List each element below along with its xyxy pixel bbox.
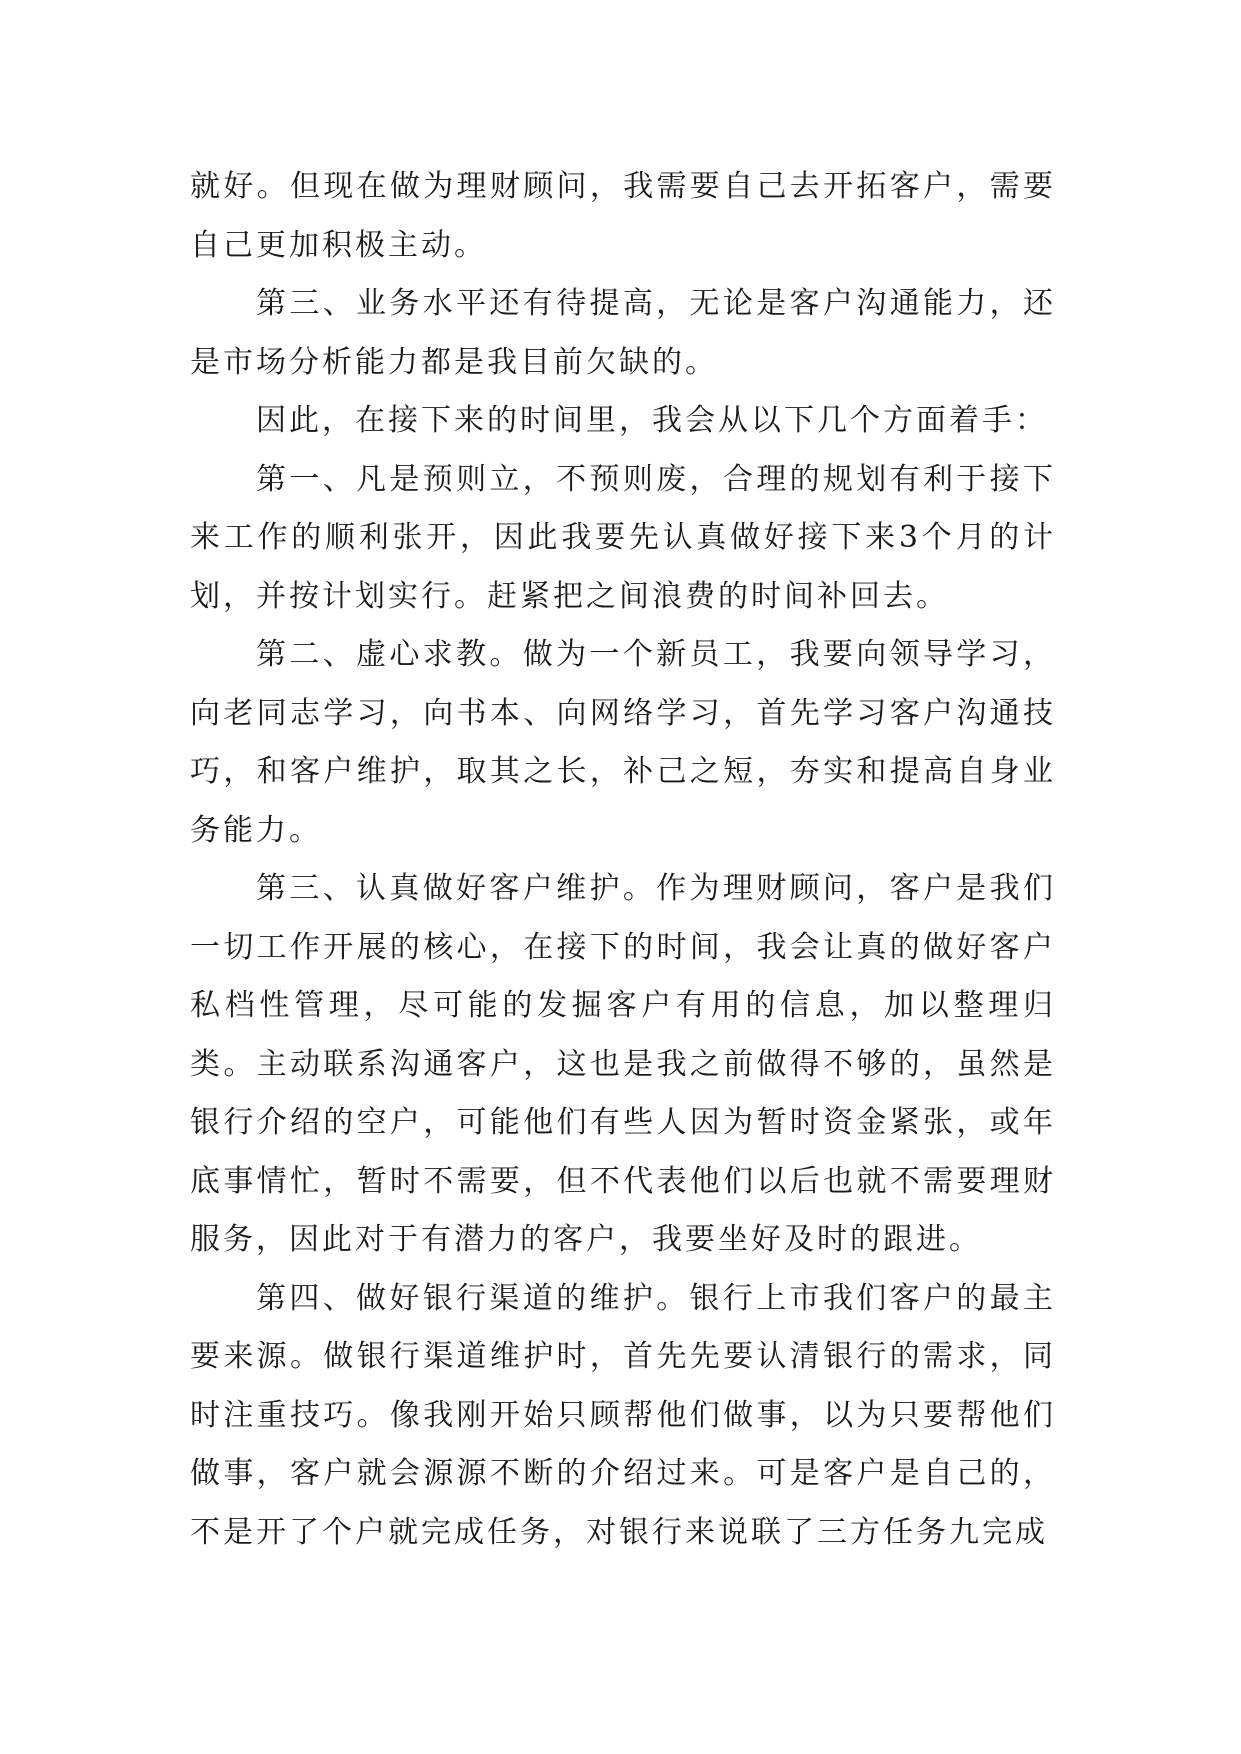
paragraph-plan-second: 第二、虚心求教。做为一个新员工，我要向领导学习，向老同志学习，向书本、向网络学习，首先学习客户沟通技巧，和客户维护，取其之长，补己之短，夯实和提高自身业务能力。	[190, 637, 1056, 848]
paragraph-plan-third: 第三、认真做好客户维护。作为理财顾问，客户是我们一切工作开展的核心，在接下的时间，我会让真的做好客户私档性管理，尽可能的发掘客户有用的信息，加以整理归类。主动联系沟通客户，这也是我之前做得不够的，虽然是银行介绍的空户，可能他们有些人因为暂时资金紧张，或年底事情忙，暂时不需要，但不代表他们以后也就不需要理财服务，因此对于有潜力的客户，我要坐好及时的跟进。	[190, 871, 1056, 1257]
paragraph-plan-fourth: 第四、做好银行渠道的维护。银行上市我们客户的最主要来源。做银行渠道维护时，首先先要认清银行的需求，同时注重技巧。像我刚开始只顾帮他们做事，以为只要帮他们做事，客户就会源源不断的介绍过来。可是客户是自己的，不是开了个户就完成任务，对银行来说联了三方任务九完成	[190, 1280, 1056, 1550]
paragraph-plan-first: 第一、凡是预则立，不预则废，合理的规划有利于接下来工作的顺利张开，因此我要先认真做好接下来3个月的计划，并按计划实行。赶紧把之间浪费的时间补回去。	[190, 461, 1056, 614]
document-body	[190, 158, 1056, 1562]
paragraph-plan-intro: 因此，在接下来的时间里，我会从以下几个方面着手：	[256, 403, 1048, 438]
paragraph-third-point: 第三、业务水平还有待提高，无论是客户沟通能力，还是市场分析能力都是我目前欠缺的。	[190, 286, 1056, 380]
paragraph-continuation: 就好。但现在做为理财顾问，我需要自己去开拓客户，需要自己更加积极主动。	[190, 169, 1056, 263]
